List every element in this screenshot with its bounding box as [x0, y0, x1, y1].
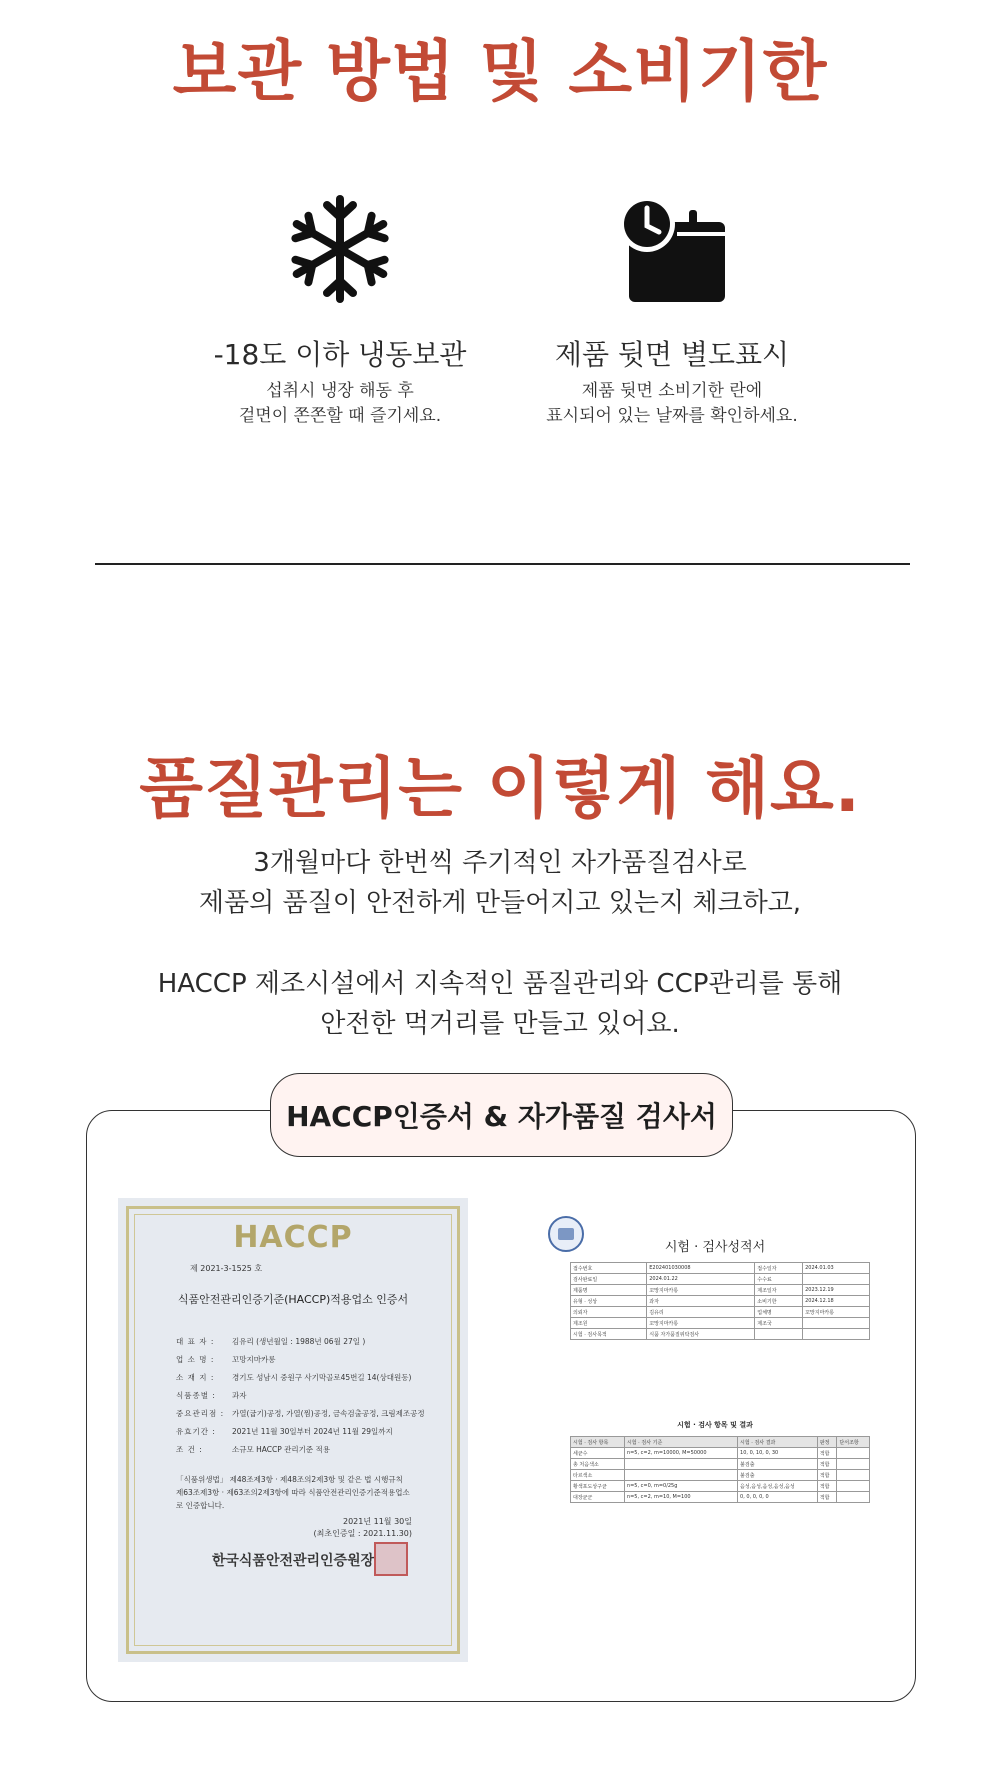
certificate-law-text: 「식품위생법」 제48조제3항 · 제48조의2제3항 및 같은 법 시행규칙 제63조제3항 · 제63조의2제3항에 따라 식품안전관리인증기준적용업소로 인증합니다. — [176, 1475, 410, 1510]
haccp-certificate — [118, 1198, 468, 1662]
table-cell: E202401030008 — [647, 1263, 755, 1274]
certificate-row-key: 대 표 자 : — [176, 1337, 215, 1346]
section-divider — [95, 563, 910, 565]
report-section-title: 시험 · 검사 항목 및 결과 — [677, 1421, 753, 1429]
table-header-row — [571, 1437, 870, 1448]
haccp-logo: HACCP — [233, 1220, 353, 1255]
table-cell: 2024.01.22 — [647, 1274, 755, 1285]
certificate-row — [176, 1369, 426, 1387]
quality-paragraph-2 — [0, 964, 1000, 1044]
table-cell: n=5, c=2, m=10000, M=50000 — [624, 1448, 737, 1459]
certificate-row-value: 소규모 HACCP 관리기준 적용 — [232, 1445, 330, 1454]
quality-para1-line2: 제품의 품질이 안전하게 만들어지고 있는지 체크하고, — [198, 888, 802, 918]
table-cell — [837, 1481, 870, 1492]
table-row — [571, 1274, 870, 1285]
certificate-row-key: 조 건 : — [176, 1445, 203, 1454]
table-cell: 검사완료일 — [571, 1274, 647, 1285]
table-cell: 불검출 — [738, 1459, 818, 1470]
certificate-row — [176, 1423, 426, 1441]
certificate-row-key: 중요관리점 : — [176, 1409, 225, 1418]
certificate-row-key: 업 소 명 : — [176, 1355, 215, 1364]
certificate-row-key: 소 재 지 : — [176, 1373, 215, 1382]
table-cell — [803, 1274, 870, 1285]
certificate-row-value: 꼬망지마카롱 — [232, 1355, 276, 1364]
certificate-date: 2021년 11월 30일 — [343, 1517, 412, 1526]
table-row — [571, 1263, 870, 1274]
certificate-row-value: 경기도 성남시 중원구 사기막골로45번길 14(상대원동) — [232, 1373, 412, 1382]
table-cell: 접수번호 — [571, 1263, 647, 1274]
table-cell: 유형 · 성상 — [571, 1296, 647, 1307]
certificate-date-block — [314, 1516, 412, 1540]
table-cell — [837, 1470, 870, 1481]
table-cell: 꼬망지마카롱 — [647, 1318, 755, 1329]
expiry-line-1: 제품 뒷면 소비기한 란에 — [581, 381, 763, 401]
quality-para2-line1: HACCP 제조시설에서 지속적인 품질관리와 CCP관리를 통해 — [157, 969, 843, 999]
table-cell: 업체명 — [755, 1307, 803, 1318]
table-cell: 불검출 — [738, 1470, 818, 1481]
table-cell: 총 처음색소 — [571, 1459, 625, 1470]
table-cell: n=5, c=2, m=10, M=100 — [624, 1492, 737, 1503]
freeze-heading: -18도 이하 냉동보관 — [213, 338, 467, 371]
certificate-row — [176, 1333, 426, 1351]
table-cell: 2024.01.03 — [803, 1263, 870, 1274]
report-title: 시험 · 검사성적서 — [664, 1240, 766, 1255]
certificate-issuer: 한국식품안전관리인증원장 — [211, 1553, 375, 1569]
freeze-line-1: 섭취시 냉장 해동 후 — [266, 381, 414, 401]
table-cell: 적합 — [817, 1459, 837, 1470]
table-cell: 적합 — [817, 1448, 837, 1459]
table-cell — [624, 1470, 737, 1481]
table-cell: 제조일자 — [755, 1285, 803, 1296]
table-header-cell: 판정 — [817, 1437, 837, 1448]
table-cell: 꼬망지마카롱 — [647, 1285, 755, 1296]
table-header-cell: 단서조항 — [837, 1437, 870, 1448]
quality-para2-line2: 안전한 먹거리를 만들고 있어요. — [320, 1009, 680, 1039]
certificate-row-value: 2021년 11월 30일부터 2024년 11월 29일까지 — [232, 1427, 393, 1436]
report-result-table — [570, 1436, 870, 1503]
table-cell: 제조원 — [571, 1318, 647, 1329]
snowflake-icon — [288, 192, 392, 306]
table-cell: 소비기한 — [755, 1296, 803, 1307]
storage-title: 보관 방법 및 소비기한 — [172, 33, 828, 110]
table-cell: 세균수 — [571, 1448, 625, 1459]
expiry-heading: 제품 뒷면 별도표시 — [554, 338, 790, 371]
table-cell: 적합 — [817, 1481, 837, 1492]
table-row — [571, 1307, 870, 1318]
certificate-first-date: (최초인증일 : 2021.11.30) — [313, 1529, 412, 1538]
table-cell: 꼬망지마카롱 — [803, 1307, 870, 1318]
table-cell: 대장균군 — [571, 1492, 625, 1503]
table-cell: 수수료 — [755, 1274, 803, 1285]
table-row — [571, 1470, 870, 1481]
table-cell: 황색포도상구균 — [571, 1481, 625, 1492]
table-cell: 접수일자 — [755, 1263, 803, 1274]
freeze-info — [150, 337, 530, 429]
table-cell — [755, 1329, 803, 1340]
table-cell — [837, 1459, 870, 1470]
table-row — [571, 1481, 870, 1492]
report-info-table — [570, 1262, 870, 1340]
table-header-cell: 시험 · 검사 기준 — [624, 1437, 737, 1448]
certificate-row-value: 가열(굽기)공정, 가열(찜)공정, 금속검출공정, 크림제조공정 — [232, 1409, 425, 1418]
table-cell — [624, 1459, 737, 1470]
quality-title: 품질관리는 이렇게 해요. — [139, 750, 861, 827]
freeze-line-2: 겉면이 쫀쫀할 때 즐기세요. — [238, 406, 442, 426]
table-cell: 2023.12.19 — [803, 1285, 870, 1296]
expiry-line-2: 표시되어 있는 날짜를 확인하세요. — [546, 406, 798, 426]
table-row — [571, 1296, 870, 1307]
table-row — [571, 1459, 870, 1470]
certificate-row-value: 과자 — [232, 1391, 247, 1400]
certificate-row — [176, 1387, 426, 1405]
certificate-number: 제 2021-3-1525 호 — [190, 1264, 263, 1273]
table-row — [571, 1285, 870, 1296]
table-cell — [837, 1492, 870, 1503]
table-cell: 2024.12.18 — [803, 1296, 870, 1307]
certificate-row-value: 김유리 (생년월일 : 1988년 06월 27일 ) — [232, 1337, 366, 1346]
certificate-title: 식품안전관리인증기준(HACCP)적용업소 인증서 — [177, 1293, 409, 1306]
table-cell: 제조국 — [755, 1318, 803, 1329]
table-cell: 음성,음성,음성,음성,음성 — [738, 1481, 818, 1492]
table-cell: 식품 자가품질위탁검사 — [647, 1329, 755, 1340]
table-cell: 적합 — [817, 1470, 837, 1481]
self-quality-test-report — [548, 1206, 882, 1548]
quality-paragraph-1 — [0, 843, 1000, 923]
certificate-row — [176, 1351, 426, 1369]
table-cell: 제품명 — [571, 1285, 647, 1296]
table-row — [571, 1492, 870, 1503]
certificate-row-key: 유효기간 : — [176, 1427, 216, 1436]
table-cell: 김유리 — [647, 1307, 755, 1318]
quality-para1-line1: 3개월마다 한번씩 주기적인 자가품질검사로 — [253, 848, 747, 878]
table-cell: 적합 — [817, 1492, 837, 1503]
table-cell — [803, 1329, 870, 1340]
table-header-cell: 시험 · 검사 결과 — [738, 1437, 818, 1448]
certificate-rows — [176, 1333, 426, 1459]
table-cell: 의뢰자 — [571, 1307, 647, 1318]
certificate-row-key: 식품종별 : — [176, 1391, 216, 1400]
table-row — [571, 1329, 870, 1340]
table-cell: 10, 0, 10, 0, 30 — [738, 1448, 818, 1459]
table-cell: n=5, c=0, m=0/25g — [624, 1481, 737, 1492]
table-header-cell: 시험 · 검사 항목 — [571, 1437, 625, 1448]
table-cell — [803, 1318, 870, 1329]
table-cell: 과자 — [647, 1296, 755, 1307]
calendar-clock-icon — [617, 196, 727, 306]
table-row — [571, 1448, 870, 1459]
certificate-tab-label: HACCP인증서 & 자가품질 검사서 — [270, 1073, 733, 1157]
official-seal — [374, 1542, 408, 1576]
table-cell: 타르색소 — [571, 1470, 625, 1481]
table-cell: 0, 0, 0, 0, 0 — [738, 1492, 818, 1503]
table-row — [571, 1318, 870, 1329]
certificate-row — [176, 1441, 426, 1459]
table-cell — [837, 1448, 870, 1459]
certificate-row — [176, 1405, 426, 1423]
table-cell: 시험 · 검사목적 — [571, 1329, 647, 1340]
expiry-info — [482, 337, 862, 429]
